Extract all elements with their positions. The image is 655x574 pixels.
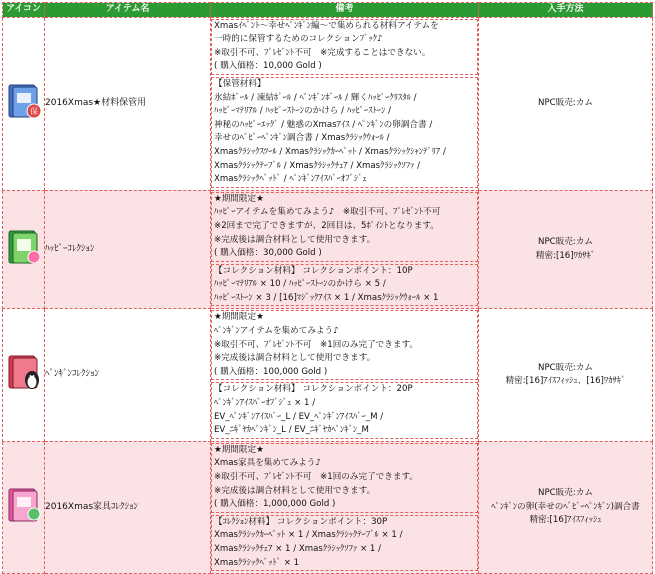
note-line: ※完成後は調合材料として使用できます。	[214, 353, 376, 364]
note-line: ﾊｯﾋﾟｰﾏﾃﾘｱﾙ / ﾊｯﾋﾟｰｽﾄｰﾝのかけら / ﾊｯﾋﾟｰｽﾄｰﾝ /	[214, 106, 392, 117]
method-line: ﾍﾟﾝｷﾞﾝの卵(幸せのﾍﾞﾋﾞｰﾍﾟﾝｷﾞﾝ)調合書	[491, 501, 640, 512]
method-line: 精密:[16]ｱｲｽﾌｨｯｼｭ	[529, 515, 602, 526]
item-name: 2016Xmas★材料保管用	[45, 17, 211, 190]
notes-cell	[211, 441, 479, 573]
materials-box	[211, 77, 478, 188]
note-line: ( 購入価格：100,000 Gold )	[214, 366, 328, 377]
item-name: 2016Xmas家具ｺﾚｸｼｮﾝ	[45, 441, 211, 573]
note-line: ※取引不可、ﾌﾟﾚｾﾞﾝﾄ不可 ※1回のみ完了できます。	[214, 339, 418, 350]
note-line: ★期間限定★	[214, 312, 264, 323]
note-line: ※2回まで完了できますが、2回目は、5ﾎﾟｲﾝﾄとなります。	[214, 220, 439, 231]
note-line: Xmasｸﾗｼｯｸﾃｰﾌﾞﾙ / Xmasｸﾗｼｯｸﾁｪｱ / Xmasｸﾗｼｯｸｿﾌｧ /	[214, 160, 421, 171]
pink-book-icon	[4, 485, 44, 525]
note-line: ﾍﾟﾝｷﾞﾝｱｲｽﾊﾞｰｵﾌﾞｼﾞｪ × 1 /	[214, 398, 316, 409]
materials-box	[211, 515, 478, 571]
header-icon: アイコン	[3, 3, 45, 18]
method-cell	[479, 190, 653, 309]
notes-cell	[211, 17, 479, 190]
note-line: EV_ﾆｷﾞﾔｶﾍﾟﾝｷﾞﾝ_L / EV_ﾆｷﾞﾔｶﾍﾟﾝｷﾞﾝ_M	[214, 425, 369, 436]
note-line: 【コレクション材料】 コレクションポイント：10P	[214, 265, 413, 276]
note-line: ※取引不可、ﾌﾟﾚｾﾞﾝﾄ不可 ※完成することはできない。	[214, 47, 431, 58]
penguin-book-icon	[4, 352, 44, 392]
note-line: 【コレクション材料】 コレクションポイント：20P	[214, 384, 413, 395]
svg-text:保: 保	[29, 106, 38, 116]
table-row	[3, 441, 653, 573]
header-notes: 備考	[211, 3, 479, 18]
table-row	[3, 190, 653, 309]
item-name: ﾊｯﾋﾟｰｺﾚｸｼｮﾝ	[45, 190, 211, 309]
method-line: NPC販売:カム	[538, 97, 593, 108]
method-line: 精密:[16]ﾜｶｻｷﾞ	[535, 250, 596, 261]
header-method: 入手方法	[479, 3, 653, 18]
notes-cell	[211, 309, 479, 441]
note-line: EV_ﾍﾟﾝｷﾞﾝｱｲｽﾊﾞｰ_L / EV_ﾍﾟﾝｷﾞﾝｱｲｽﾊﾞｰ_M /	[214, 411, 384, 422]
note-line: 幸せのﾍﾟﾋﾞｰﾍﾟﾝｷﾞﾝ調合書 / Xmasｸﾗｼｯｸｳｫｰﾙ /	[214, 133, 390, 144]
blue-book-icon	[4, 81, 44, 121]
method-cell	[479, 17, 653, 190]
description-box	[211, 19, 478, 75]
note-line: ﾊｯﾋﾟｰｽﾄｰﾝ × 3 / [16]ﾏｼﾞｯｸｱｲｽ × 1 / Xmasｸﾗｼｯｸｳｫｰﾙ × 1	[214, 292, 439, 303]
materials-box	[211, 264, 478, 307]
note-line: ※完成後は調合材料として使用できます。	[214, 485, 376, 496]
note-line: Xmasｸﾗｼｯｸﾁｪｱ × 1 / Xmasｸﾗｼｯｸｿﾌｧ × 1 /	[214, 543, 382, 554]
note-line: 氷結ﾎﾞｰﾙ / 凍結ﾎﾞｰﾙ / ﾍﾟﾝｷﾞﾝﾎﾞｰﾙ / 輝くﾊｯﾋﾟｰｸﾘｽﾀﾙ /	[214, 92, 417, 103]
note-line: Xmasｸﾗｼｯｸｽﾂｰﾙ / Xmasｸﾗｼｯｸｶｰﾍﾟｯﾄ / Xmasｸﾗｼｯｸｼｬﾝﾃﾞﾘｱ /	[214, 146, 446, 157]
notes-cell	[211, 190, 479, 309]
collection-table	[2, 2, 653, 574]
row-icon-cell	[3, 190, 45, 309]
method-cell	[479, 441, 653, 573]
method-cell	[479, 309, 653, 441]
note-line: Xmasｲﾍﾞﾝﾄ～幸せﾍﾟﾝｷﾞﾝ編～で集められる材料アイテムを	[214, 20, 439, 31]
method-line: NPC販売:カム	[538, 362, 593, 373]
description-box	[211, 192, 478, 262]
header-name: アイテム名	[45, 3, 211, 18]
note-line: ﾊｯﾋﾟｰﾏﾃﾘｱﾙ × 10 / ﾊｯﾋﾟｰｽﾄｰﾝのかけら × 5 /	[214, 279, 386, 290]
note-line: ( 購入価格：1,000,000 Gold )	[214, 499, 336, 510]
note-line: 神秘のﾊｯﾋﾟｰｴｯｸﾞ / 魅惑のXmasｱｲｽ / ﾍﾟﾝｷﾞﾝの卵調合書 /	[214, 119, 433, 130]
description-box	[211, 310, 478, 380]
method-line: NPC販売:カム	[538, 237, 593, 247]
method-line: NPC販売:カム	[538, 488, 593, 499]
note-line: Xmasｸﾗｼｯｸｶｰﾍﾟｯﾄ × 1 / Xmasｸﾗｼｯｸﾃｰﾌﾞﾙ × 1 /	[214, 530, 403, 541]
row-icon-cell	[3, 17, 45, 190]
row-icon-cell	[3, 309, 45, 441]
note-line: 一時的に保管するためのコレクションﾌﾞｯｸ♪	[214, 34, 383, 45]
description-box	[211, 443, 478, 513]
item-name: ﾍﾟﾝｷﾞﾝｺﾚｸｼｮﾝ	[45, 309, 211, 441]
note-line: ( 購入価格：10,000 Gold )	[214, 61, 322, 72]
note-line: ※完成後は調合材料として使用できます。	[214, 234, 376, 245]
materials-box	[211, 382, 478, 438]
note-line: Xmas家具を集めてみよう♪	[214, 458, 321, 469]
note-line: ※取引不可、ﾌﾟﾚｾﾞﾝﾄ不可 ※1回のみ完了できます。	[214, 472, 418, 482]
note-line: ★期間限定★	[214, 444, 264, 455]
table-row	[3, 309, 653, 441]
method-line: 精密:[16]ｱｲｽﾌｨｯｼｭ、[16]ﾜｶｻｷﾞ	[505, 376, 626, 387]
table-row	[3, 17, 653, 190]
green-book-icon	[4, 227, 44, 267]
note-line: ﾍﾟﾝｷﾞﾝアイテムを集めてみよう♪	[214, 326, 339, 337]
header-row	[3, 3, 653, 18]
note-line: ( 購入価格：30,000 Gold )	[214, 248, 322, 259]
note-line: ★期間限定★	[214, 193, 264, 204]
note-line: 【ｺﾚｸｼｮﾝ材料】 コレクションポイント：30P	[214, 516, 388, 527]
row-icon-cell	[3, 441, 45, 573]
note-line: Xmasｸﾗｼｯｸﾍﾞｯﾄﾞ × 1	[214, 557, 300, 568]
note-line: 【保管材料】	[214, 78, 266, 89]
note-line: Xmasｸﾗｼｯｸﾍﾞｯﾄﾞ / ﾍﾟﾝｷﾞﾝｱｲｽﾊﾞｰｵﾌﾞｼﾞｪ	[214, 174, 367, 185]
note-line: ﾊｯﾋﾟｰアイテムを集めてみよう♪ ※取引不可、ﾌﾟﾚｾﾞﾝﾄ不可	[214, 207, 441, 218]
